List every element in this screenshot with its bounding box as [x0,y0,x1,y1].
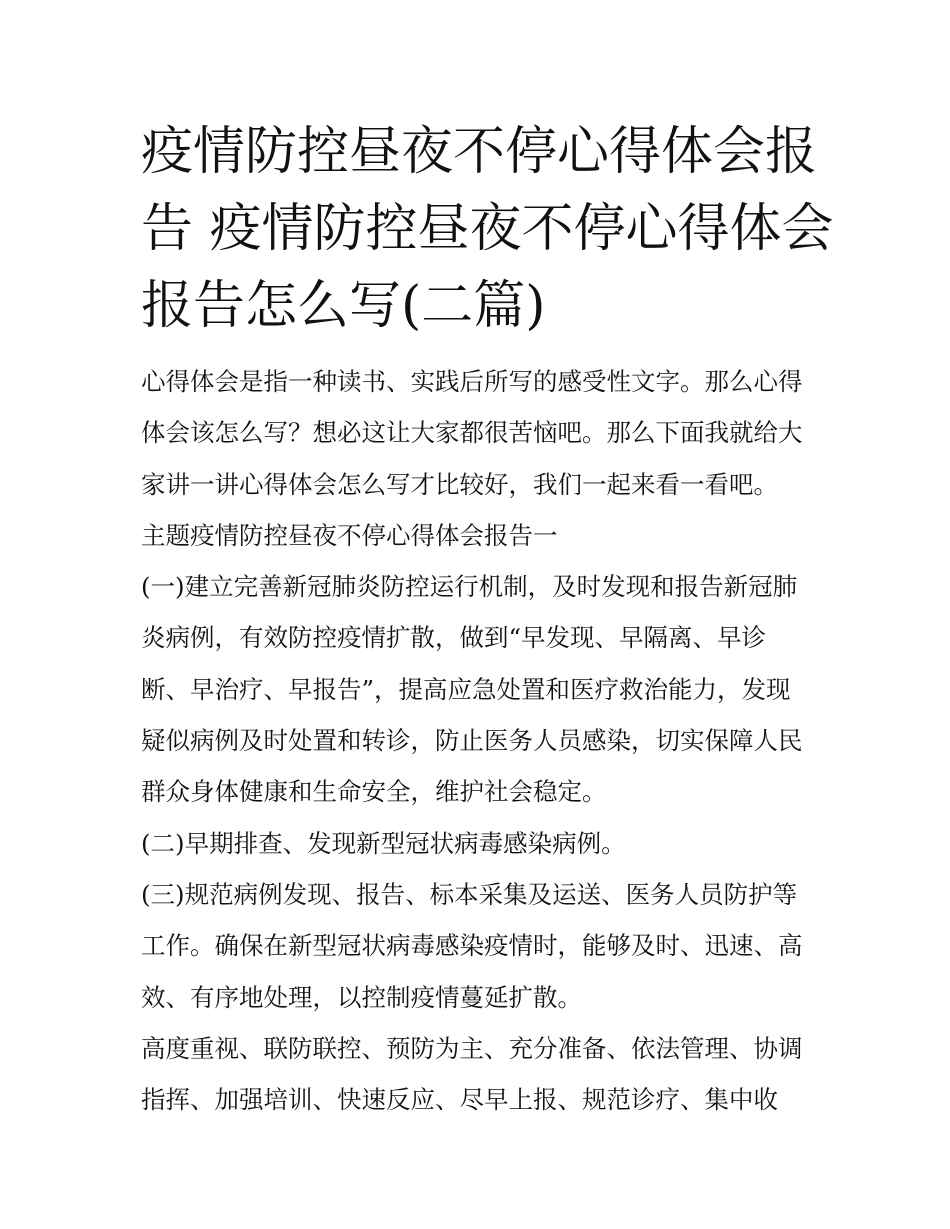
body-line: (一)建立完善新冠肺炎防控运行机制，及时发现和报告新冠肺 [141,572,798,602]
section-heading: 主题疫情防控昼夜不停心得体会报告一 [141,520,558,550]
document-title [141,114,834,345]
body-line: 心得体会是指一种读书、实践后所写的感受性文字。那么心得 [141,367,803,396]
title-line: 告 疫情防控昼夜不停心得体会 [141,199,834,259]
body-line: 疑似病例及时处置和转诊，防止医务人员感染，切实保障人民 [141,726,803,756]
body-line: 断、早治疗、早报告”，提高应急处置和医疗救治能力，发现 [141,674,791,704]
body-line: (二)早期排查、发现新型冠状病毒感染病例。 [141,828,626,858]
body-line: 群众身体健康和生命安全，维护社会稳定。 [141,777,607,807]
body-line: (三)规范病例发现、报告、标本采集及运送、医务人员防护等 [141,879,798,909]
title-line: 疫情防控昼夜不停心得体会报 [141,122,818,182]
body-line: 炎病例，有效防控疫情扩散，做到“早发现、早隔离、早诊 [141,623,767,653]
document-body [141,356,821,1125]
body-line: 指挥、加强培训、快速反应、尽早上报、规范诊疗、集中收 [141,1085,778,1115]
body-line: 家讲一讲心得体会怎么写才比较好，我们一起来看一看吧。 [141,469,778,499]
body-line: 高度重视、联防联控、预防为主、充分准备、依法管理、协调 [141,1033,803,1063]
body-line: 工作。确保在新型冠状病毒感染疫情时，能够及时、迅速、高 [141,931,803,961]
title-line: 报告怎么写(二篇) [141,276,546,336]
body-line: 体会该怎么写？想必这让大家都很苦恼吧。那么下面我就给大 [141,418,803,448]
body-line: 效、有序地处理，以控制疫情蔓延扩散。 [141,982,582,1012]
